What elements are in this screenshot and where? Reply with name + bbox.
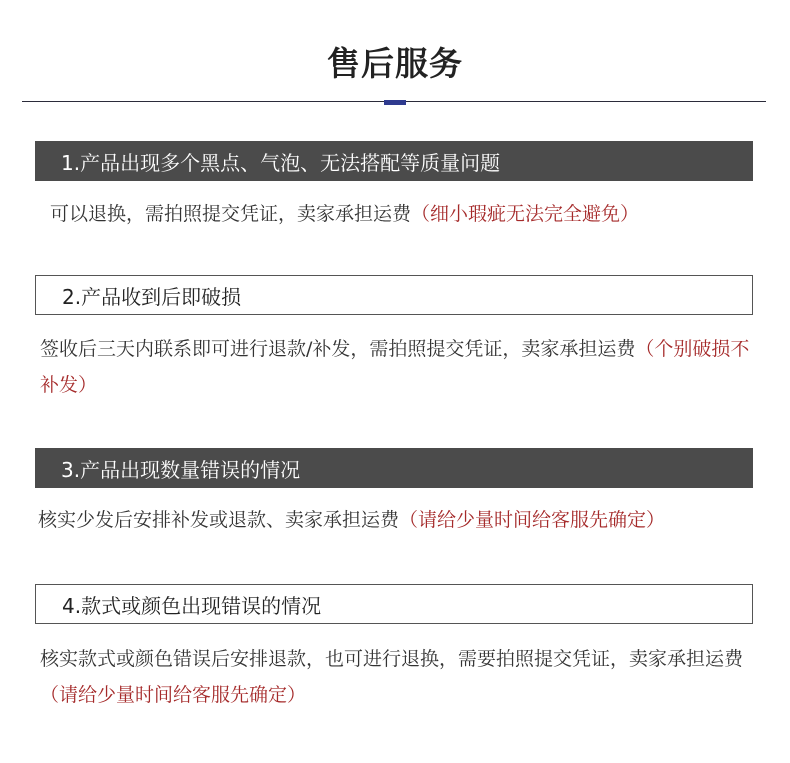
page-title: 售后服务: [327, 44, 463, 83]
section-2-heading-bar: [35, 275, 753, 315]
section-4-description: [40, 641, 756, 713]
section-3-heading-bar: [35, 448, 753, 488]
section-1-heading: 1.产品出现多个黑点、气泡、无法搭配等质量问题: [61, 150, 501, 175]
section-3-heading: 3.产品出现数量错误的情况: [61, 457, 301, 482]
section-3-description: [38, 502, 768, 538]
section-2-note: （个别破损不补发）: [40, 338, 750, 396]
section-2-description: [40, 331, 756, 403]
section-1-description: [50, 196, 760, 232]
section-3-text: 核实少发后安排补发或退款、卖家承担运费: [38, 509, 400, 531]
section-2-heading: 2.产品收到后即破损: [62, 284, 242, 309]
section-4-note: （请给少量时间给客服先确定）: [40, 684, 307, 706]
section-3-note: （请给少量时间给客服先确定）: [399, 509, 666, 531]
section-1-text: 可以退换，需拍照提交凭证，卖家承担运费: [50, 203, 412, 225]
section-2-text: 签收后三天内联系即可进行退款/补发，需拍照提交凭证，卖家承担运费: [40, 338, 636, 360]
section-1-note: （细小瑕疵无法完全避免）: [411, 203, 640, 225]
section-4-text: 核实款式或颜色错误后安排退款，也可进行退换，需要拍照提交凭证，卖家承担运费: [40, 648, 744, 670]
title-accent-mark: [384, 100, 406, 105]
section-1-heading-bar: [35, 141, 753, 181]
section-4-heading-bar: [35, 584, 753, 624]
section-4-heading: 4.款式或颜色出现错误的情况: [62, 593, 322, 618]
